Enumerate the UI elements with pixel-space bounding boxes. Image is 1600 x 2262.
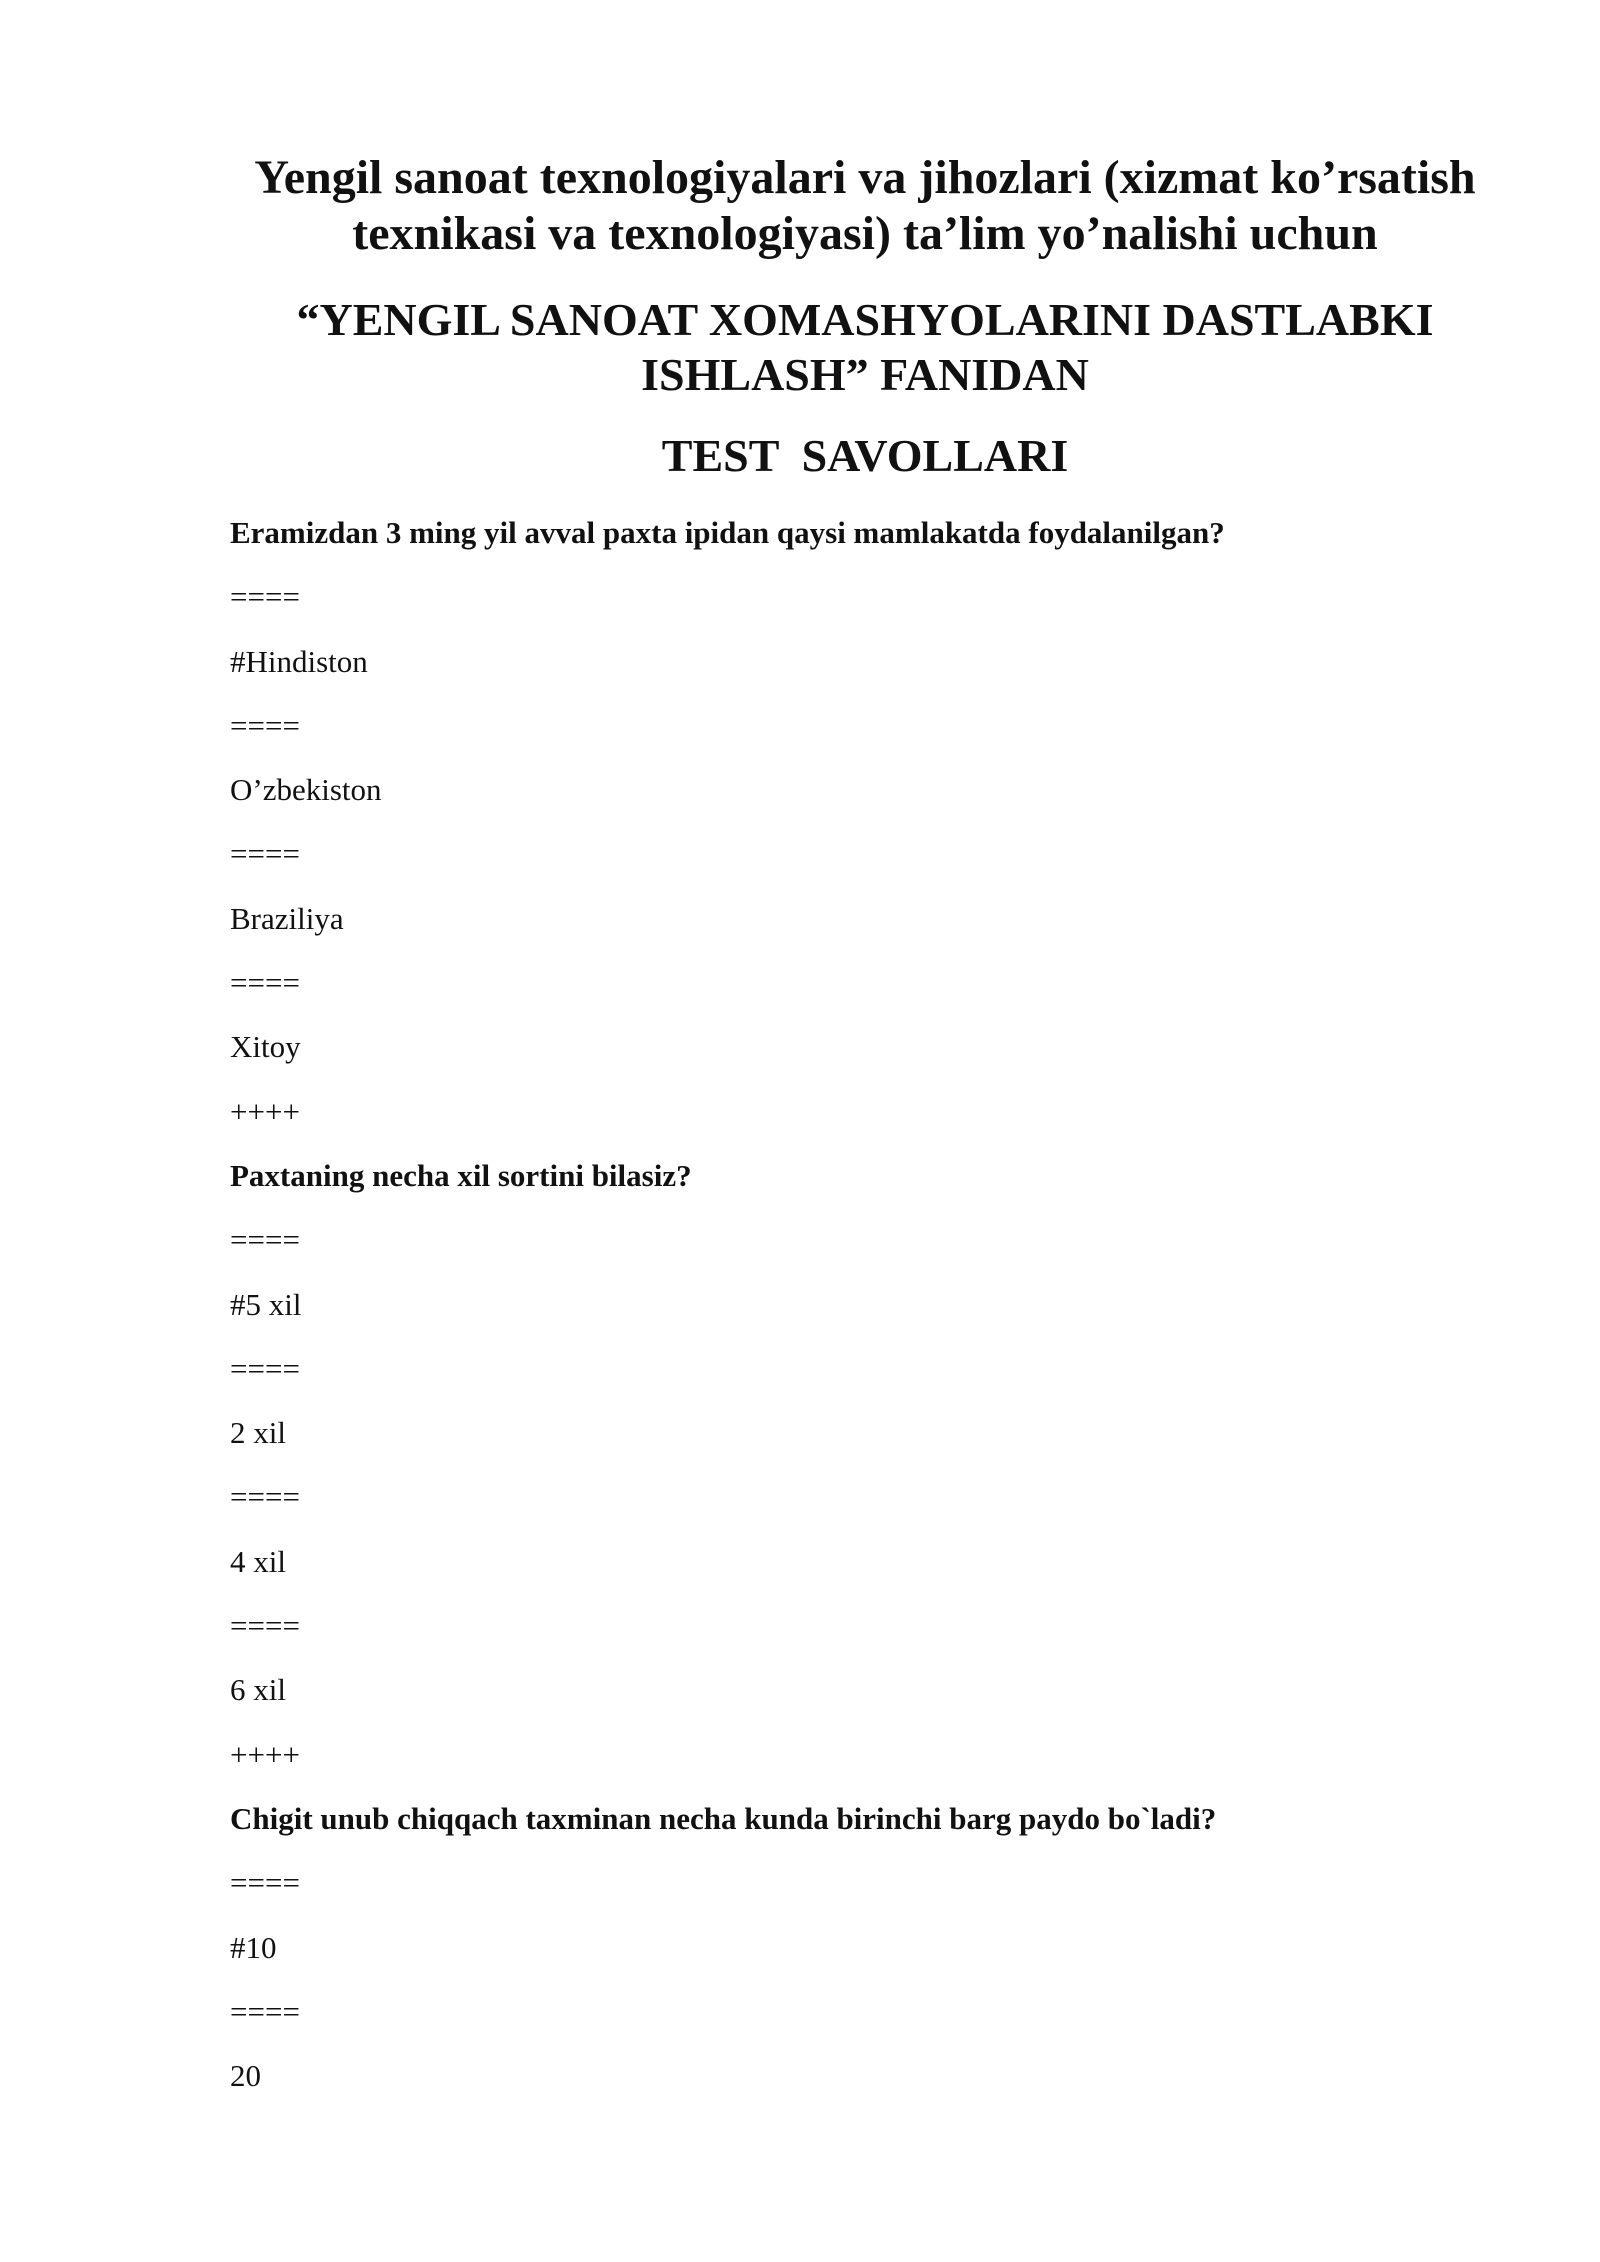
- option-separator: ====: [230, 965, 300, 1001]
- option-separator: ====: [230, 836, 300, 872]
- option-separator: ====: [230, 1479, 300, 1515]
- answer-option: 20: [230, 2058, 261, 2094]
- document-title: [200, 150, 1530, 262]
- option-separator: ====: [230, 1350, 300, 1386]
- answer-option: 6 xil: [230, 1672, 286, 1708]
- answer-option: 4 xil: [230, 1543, 286, 1579]
- option-separator: ====: [230, 579, 300, 615]
- question-end-marker: ++++: [230, 1093, 300, 1129]
- answer-option: Braziliya: [230, 900, 344, 936]
- subject-title: [200, 292, 1530, 402]
- document-title-line-2: texnikasi va texnologiyasi) ta’lim yo’nalishi uchun: [352, 207, 1378, 260]
- question-text: Paxtaning necha xil sortini bilasiz?: [230, 1157, 692, 1193]
- test-content: [230, 508, 1530, 2115]
- question-text: Chigit unub chiqqach taxminan necha kunda birinchi barg paydo bo`ladi?: [230, 1800, 1217, 1836]
- answer-option: #5 xil: [230, 1286, 302, 1322]
- question-text: Eramizdan 3 ming yil avval paxta ipidan qaysi mamlakatda foydalanilgan?: [230, 515, 1225, 550]
- subject-title-line-1: “YENGIL SANOAT XOMASHYOLARINI DASTLABKI: [296, 294, 1434, 345]
- question-end-marker: ++++: [230, 1736, 300, 1772]
- answer-option: Xitoy: [230, 1029, 301, 1065]
- answer-option: #10: [230, 1929, 277, 1965]
- answer-option: 2 xil: [230, 1415, 286, 1451]
- answer-option: O’zbekiston: [230, 772, 382, 808]
- answer-option: #Hindiston: [230, 643, 368, 679]
- option-separator: ====: [230, 1222, 300, 1258]
- option-separator: ====: [230, 1993, 300, 2029]
- option-separator: ====: [230, 707, 300, 743]
- test-heading: TEST SAVOLLARI: [661, 430, 1069, 481]
- option-separator: ====: [230, 1608, 300, 1644]
- option-separator: ====: [230, 1865, 300, 1901]
- document-title-line-1: Yengil sanoat texnologiyalari va jihozlari (xizmat ko’rsatish: [254, 151, 1476, 204]
- subject-title-line-2: ISHLASH” FANIDAN: [641, 349, 1089, 400]
